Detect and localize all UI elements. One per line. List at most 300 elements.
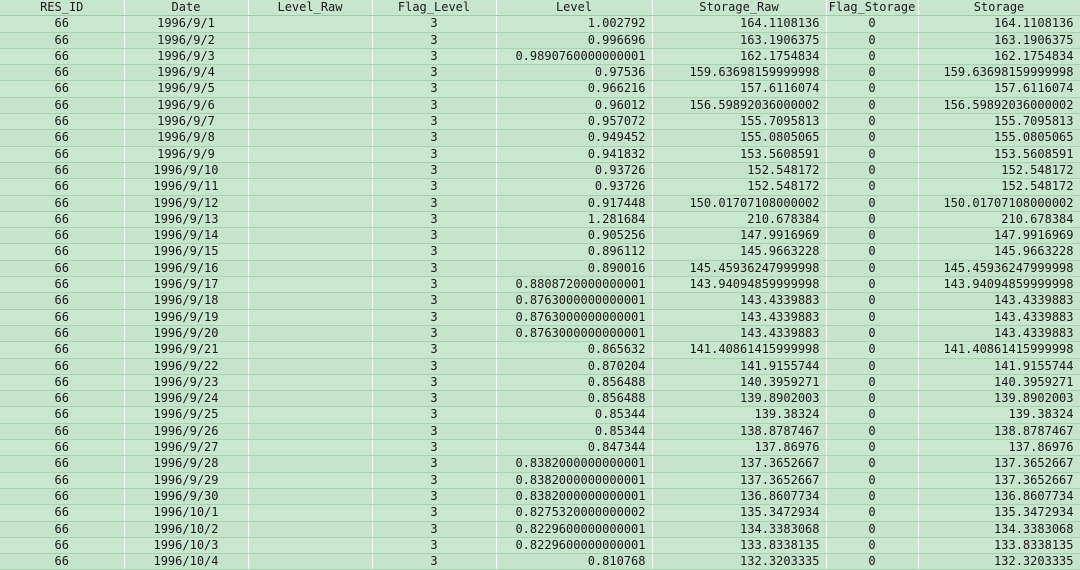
cell-date[interactable]: 1996/9/4 [124,65,248,81]
cell-level-raw[interactable] [248,358,372,374]
column-header-storage-raw[interactable]: Storage_Raw [652,0,826,16]
cell-storage[interactable]: 153.5608591 [918,146,1080,162]
cell-level[interactable]: 0.957072 [496,114,652,130]
cell-flag-storage[interactable]: 0 [826,374,918,390]
cell-storage[interactable]: 143.4339883 [918,293,1080,309]
column-header-level[interactable]: Level [496,0,652,16]
cell-date[interactable]: 1996/9/15 [124,244,248,260]
cell-storage-raw[interactable]: 135.3472934 [652,505,826,521]
column-header-storage[interactable]: Storage [918,0,1080,16]
cell-level-raw[interactable] [248,407,372,423]
cell-storage[interactable]: 135.3472934 [918,505,1080,521]
cell-date[interactable]: 1996/9/21 [124,342,248,358]
cell-storage-raw[interactable]: 163.1906375 [652,32,826,48]
table-row [0,325,1080,341]
cell-date[interactable]: 1996/9/25 [124,407,248,423]
cell-res-id[interactable]: 66 [0,456,124,472]
cell-storage-raw[interactable]: 210.678384 [652,211,826,227]
cell-date[interactable]: 1996/9/12 [124,195,248,211]
cell-storage-raw[interactable]: 156.59892036000002 [652,97,826,113]
cell-level[interactable]: 0.847344 [496,440,652,456]
cell-date[interactable]: 1996/9/6 [124,97,248,113]
cell-flag-level[interactable]: 3 [372,374,496,390]
cell-storage-raw[interactable]: 155.7095813 [652,114,826,130]
column-header-res-id[interactable]: RES_ID [0,0,124,16]
cell-level-raw[interactable] [248,423,372,439]
cell-storage-raw[interactable]: 143.4339883 [652,309,826,325]
cell-level-raw[interactable] [248,97,372,113]
cell-storage[interactable]: 147.9916969 [918,228,1080,244]
cell-level-raw[interactable] [248,162,372,178]
cell-storage-raw[interactable]: 143.4339883 [652,293,826,309]
table-body [0,16,1080,570]
cell-flag-level[interactable]: 3 [372,505,496,521]
cell-level[interactable]: 0.8382000000000001 [496,456,652,472]
cell-level-raw[interactable] [248,456,372,472]
cell-flag-storage[interactable]: 0 [826,81,918,97]
cell-flag-level[interactable]: 3 [372,325,496,341]
cell-flag-level[interactable]: 3 [372,16,496,32]
cell-date[interactable]: 1996/9/3 [124,48,248,64]
cell-flag-storage[interactable]: 0 [826,32,918,48]
cell-level[interactable]: 0.890016 [496,260,652,276]
cell-level[interactable]: 0.8229600000000001 [496,537,652,553]
cell-res-id[interactable]: 66 [0,211,124,227]
cell-storage[interactable]: 152.548172 [918,162,1080,178]
cell-storage-raw[interactable]: 143.94094859999998 [652,277,826,293]
cell-res-id[interactable]: 66 [0,114,124,130]
cell-flag-storage[interactable]: 0 [826,179,918,195]
cell-level[interactable]: 0.870204 [496,358,652,374]
cell-flag-storage[interactable]: 0 [826,342,918,358]
cell-level[interactable]: 0.966216 [496,81,652,97]
cell-storage-raw[interactable]: 157.6116074 [652,81,826,97]
cell-level-raw[interactable] [248,488,372,504]
cell-flag-storage[interactable]: 0 [826,537,918,553]
cell-level-raw[interactable] [248,114,372,130]
table-row [0,65,1080,81]
cell-res-id[interactable]: 66 [0,97,124,113]
cell-res-id[interactable]: 66 [0,440,124,456]
cell-level[interactable]: 0.93726 [496,162,652,178]
cell-storage-raw[interactable]: 141.40861415999998 [652,342,826,358]
cell-flag-storage[interactable]: 0 [826,358,918,374]
cell-res-id[interactable]: 66 [0,195,124,211]
cell-flag-level[interactable]: 3 [372,130,496,146]
cell-flag-storage[interactable]: 0 [826,162,918,178]
cell-storage[interactable]: 210.678384 [918,211,1080,227]
cell-storage[interactable]: 150.01707108000002 [918,195,1080,211]
cell-storage-raw[interactable]: 136.8607734 [652,488,826,504]
cell-storage[interactable]: 145.45936247999998 [918,260,1080,276]
cell-flag-level[interactable]: 3 [372,179,496,195]
cell-level[interactable]: 1.002792 [496,16,652,32]
column-header-flag-storage[interactable]: Flag_Storage [826,0,918,16]
cell-flag-storage[interactable]: 0 [826,244,918,260]
cell-level[interactable]: 0.96012 [496,97,652,113]
cell-flag-storage[interactable]: 0 [826,277,918,293]
cell-flag-storage[interactable]: 0 [826,423,918,439]
cell-storage-raw[interactable]: 137.3652667 [652,472,826,488]
cell-date[interactable]: 1996/9/18 [124,293,248,309]
cell-storage-raw[interactable]: 164.1108136 [652,16,826,32]
table-row [0,521,1080,537]
cell-level[interactable]: 0.9890760000000001 [496,48,652,64]
cell-level-raw[interactable] [248,32,372,48]
cell-res-id[interactable]: 66 [0,81,124,97]
cell-level-raw[interactable] [248,277,372,293]
cell-date[interactable]: 1996/9/23 [124,374,248,390]
cell-flag-level[interactable]: 3 [372,32,496,48]
cell-flag-storage[interactable]: 0 [826,65,918,81]
cell-res-id[interactable]: 66 [0,537,124,553]
cell-date[interactable]: 1996/9/30 [124,488,248,504]
cell-level[interactable]: 0.996696 [496,32,652,48]
cell-storage-raw[interactable]: 152.548172 [652,179,826,195]
cell-level-raw[interactable] [248,179,372,195]
cell-storage-raw[interactable]: 143.4339883 [652,325,826,341]
cell-storage-raw[interactable]: 137.3652667 [652,456,826,472]
cell-level[interactable]: 0.8382000000000001 [496,488,652,504]
cell-level[interactable]: 0.85344 [496,407,652,423]
table-row [0,81,1080,97]
cell-res-id[interactable]: 66 [0,260,124,276]
cell-flag-level[interactable]: 3 [372,342,496,358]
cell-level-raw[interactable] [248,391,372,407]
cell-storage[interactable]: 139.38324 [918,407,1080,423]
cell-level-raw[interactable] [248,130,372,146]
cell-level-raw[interactable] [248,472,372,488]
cell-flag-level[interactable]: 3 [372,114,496,130]
cell-flag-level[interactable]: 3 [372,195,496,211]
cell-storage-raw[interactable]: 139.38324 [652,407,826,423]
cell-level-raw[interactable] [248,228,372,244]
cell-date[interactable]: 1996/10/4 [124,554,248,570]
cell-date[interactable]: 1996/9/27 [124,440,248,456]
cell-storage[interactable]: 132.3203335 [918,554,1080,570]
cell-res-id[interactable]: 66 [0,130,124,146]
cell-res-id[interactable]: 66 [0,505,124,521]
cell-res-id[interactable]: 66 [0,244,124,260]
cell-storage-raw[interactable]: 145.45936247999998 [652,260,826,276]
cell-res-id[interactable]: 66 [0,521,124,537]
cell-storage-raw[interactable]: 137.86976 [652,440,826,456]
cell-res-id[interactable]: 66 [0,146,124,162]
cell-date[interactable]: 1996/10/3 [124,537,248,553]
header-row [0,0,1080,16]
cell-level-raw[interactable] [248,374,372,390]
cell-flag-level[interactable]: 3 [372,456,496,472]
cell-date[interactable]: 1996/9/19 [124,309,248,325]
cell-date[interactable]: 1996/9/2 [124,32,248,48]
cell-date[interactable]: 1996/9/10 [124,162,248,178]
cell-storage[interactable]: 143.94094859999998 [918,277,1080,293]
cell-flag-level[interactable]: 3 [372,228,496,244]
cell-level-raw[interactable] [248,342,372,358]
cell-date[interactable]: 1996/9/22 [124,358,248,374]
cell-flag-storage[interactable]: 0 [826,391,918,407]
cell-flag-level[interactable]: 3 [372,81,496,97]
table-row [0,537,1080,553]
cell-storage[interactable]: 162.1754834 [918,48,1080,64]
cell-storage[interactable]: 156.59892036000002 [918,97,1080,113]
cell-storage[interactable]: 137.3652667 [918,456,1080,472]
cell-flag-storage[interactable]: 0 [826,211,918,227]
cell-level[interactable]: 0.949452 [496,130,652,146]
cell-flag-storage[interactable]: 0 [826,325,918,341]
cell-flag-level[interactable]: 3 [372,537,496,553]
table-row [0,114,1080,130]
cell-storage[interactable]: 155.0805065 [918,130,1080,146]
table-row [0,505,1080,521]
cell-flag-storage[interactable]: 0 [826,440,918,456]
cell-storage[interactable]: 133.8338135 [918,537,1080,553]
table-row [0,146,1080,162]
cell-res-id[interactable]: 66 [0,277,124,293]
cell-res-id[interactable]: 66 [0,488,124,504]
cell-level-raw[interactable] [248,65,372,81]
cell-storage[interactable]: 137.86976 [918,440,1080,456]
cell-date[interactable]: 1996/9/28 [124,456,248,472]
cell-storage-raw[interactable]: 139.8902003 [652,391,826,407]
cell-storage[interactable]: 152.548172 [918,179,1080,195]
cell-level[interactable]: 0.93726 [496,179,652,195]
cell-flag-storage[interactable]: 0 [826,228,918,244]
cell-res-id[interactable]: 66 [0,179,124,195]
cell-storage[interactable]: 141.9155744 [918,358,1080,374]
cell-storage-raw[interactable]: 132.3203335 [652,554,826,570]
cell-storage-raw[interactable]: 155.0805065 [652,130,826,146]
cell-level-raw[interactable] [248,537,372,553]
cell-level-raw[interactable] [248,146,372,162]
cell-storage[interactable]: 163.1906375 [918,32,1080,48]
cell-level[interactable]: 1.281684 [496,211,652,227]
cell-level-raw[interactable] [248,211,372,227]
cell-date[interactable]: 1996/9/9 [124,146,248,162]
cell-level-raw[interactable] [248,440,372,456]
cell-flag-storage[interactable]: 0 [826,97,918,113]
cell-flag-level[interactable]: 3 [372,277,496,293]
cell-level[interactable]: 0.8382000000000001 [496,472,652,488]
cell-flag-level[interactable]: 3 [372,554,496,570]
cell-res-id[interactable]: 66 [0,342,124,358]
table-row [0,179,1080,195]
cell-flag-level[interactable]: 3 [372,423,496,439]
cell-res-id[interactable]: 66 [0,162,124,178]
cell-level-raw[interactable] [248,554,372,570]
column-header-level-raw[interactable]: Level_Raw [248,0,372,16]
cell-level-raw[interactable] [248,309,372,325]
cell-flag-level[interactable]: 3 [372,309,496,325]
cell-flag-storage[interactable]: 0 [826,48,918,64]
cell-flag-storage[interactable]: 0 [826,195,918,211]
cell-storage-raw[interactable]: 150.01707108000002 [652,195,826,211]
cell-flag-storage[interactable]: 0 [826,472,918,488]
cell-res-id[interactable]: 66 [0,65,124,81]
cell-res-id[interactable]: 66 [0,228,124,244]
cell-level-raw[interactable] [248,521,372,537]
cell-flag-storage[interactable]: 0 [826,309,918,325]
cell-flag-storage[interactable]: 0 [826,521,918,537]
cell-storage[interactable]: 136.8607734 [918,488,1080,504]
cell-res-id[interactable]: 66 [0,293,124,309]
cell-level[interactable]: 0.856488 [496,374,652,390]
cell-date[interactable]: 1996/9/14 [124,228,248,244]
cell-date[interactable]: 1996/9/1 [124,16,248,32]
cell-storage[interactable]: 138.8787467 [918,423,1080,439]
cell-level[interactable]: 0.896112 [496,244,652,260]
cell-flag-level[interactable]: 3 [372,146,496,162]
table-row [0,293,1080,309]
cell-res-id[interactable]: 66 [0,423,124,439]
cell-level[interactable]: 0.941832 [496,146,652,162]
cell-flag-level[interactable]: 3 [372,260,496,276]
cell-flag-level[interactable]: 3 [372,488,496,504]
table-row [0,554,1080,570]
cell-storage-raw[interactable]: 134.3383068 [652,521,826,537]
cell-flag-storage[interactable]: 0 [826,554,918,570]
column-header-flag-level[interactable]: Flag_Level [372,0,496,16]
cell-storage[interactable]: 143.4339883 [918,309,1080,325]
cell-level[interactable]: 0.97536 [496,65,652,81]
cell-storage-raw[interactable]: 140.3959271 [652,374,826,390]
cell-flag-level[interactable]: 3 [372,407,496,423]
cell-flag-level[interactable]: 3 [372,48,496,64]
cell-res-id[interactable]: 66 [0,325,124,341]
cell-flag-storage[interactable]: 0 [826,505,918,521]
cell-date[interactable]: 1996/9/5 [124,81,248,97]
cell-flag-level[interactable]: 3 [372,472,496,488]
cell-date[interactable]: 1996/9/16 [124,260,248,276]
cell-level[interactable]: 0.85344 [496,423,652,439]
cell-level[interactable]: 0.917448 [496,195,652,211]
cell-level-raw[interactable] [248,244,372,260]
table-row [0,391,1080,407]
cell-date[interactable]: 1996/10/2 [124,521,248,537]
cell-flag-storage[interactable]: 0 [826,488,918,504]
cell-flag-level[interactable]: 3 [372,391,496,407]
cell-storage-raw[interactable]: 152.548172 [652,162,826,178]
cell-flag-storage[interactable]: 0 [826,456,918,472]
cell-storage[interactable]: 157.6116074 [918,81,1080,97]
cell-level-raw[interactable] [248,293,372,309]
cell-flag-level[interactable]: 3 [372,293,496,309]
cell-storage-raw[interactable]: 145.9663228 [652,244,826,260]
cell-flag-storage[interactable]: 0 [826,260,918,276]
cell-flag-level[interactable]: 3 [372,162,496,178]
cell-storage-raw[interactable]: 147.9916969 [652,228,826,244]
cell-date[interactable]: 1996/9/17 [124,277,248,293]
cell-storage[interactable]: 145.9663228 [918,244,1080,260]
cell-level[interactable]: 0.8229600000000001 [496,521,652,537]
cell-date[interactable]: 1996/9/24 [124,391,248,407]
cell-res-id[interactable]: 66 [0,309,124,325]
cell-flag-storage[interactable]: 0 [826,114,918,130]
cell-res-id[interactable]: 66 [0,358,124,374]
cell-res-id[interactable]: 66 [0,374,124,390]
cell-level-raw[interactable] [248,195,372,211]
cell-date[interactable]: 1996/9/29 [124,472,248,488]
cell-date[interactable]: 1996/9/11 [124,179,248,195]
cell-flag-level[interactable]: 3 [372,65,496,81]
table-row [0,16,1080,32]
cell-flag-storage[interactable]: 0 [826,293,918,309]
cell-storage[interactable]: 159.63698159999998 [918,65,1080,81]
cell-flag-level[interactable]: 3 [372,521,496,537]
cell-level[interactable]: 0.865632 [496,342,652,358]
cell-storage[interactable]: 141.40861415999998 [918,342,1080,358]
cell-level[interactable]: 0.8763000000000001 [496,309,652,325]
cell-res-id[interactable]: 66 [0,472,124,488]
cell-level-raw[interactable] [248,325,372,341]
cell-res-id[interactable]: 66 [0,407,124,423]
cell-level[interactable]: 0.905256 [496,228,652,244]
cell-res-id[interactable]: 66 [0,16,124,32]
cell-flag-storage[interactable]: 0 [826,130,918,146]
table-row [0,130,1080,146]
cell-storage[interactable]: 140.3959271 [918,374,1080,390]
cell-res-id[interactable]: 66 [0,48,124,64]
cell-res-id[interactable]: 66 [0,32,124,48]
table-row [0,162,1080,178]
cell-level[interactable]: 0.8275320000000002 [496,505,652,521]
cell-storage-raw[interactable]: 162.1754834 [652,48,826,64]
cell-level-raw[interactable] [248,260,372,276]
cell-level[interactable]: 0.856488 [496,391,652,407]
cell-date[interactable]: 1996/9/8 [124,130,248,146]
cell-flag-level[interactable]: 3 [372,97,496,113]
cell-level-raw[interactable] [248,16,372,32]
cell-storage[interactable]: 143.4339883 [918,325,1080,341]
cell-storage-raw[interactable]: 141.9155744 [652,358,826,374]
cell-storage[interactable]: 155.7095813 [918,114,1080,130]
cell-storage[interactable]: 137.3652667 [918,472,1080,488]
cell-level[interactable]: 0.8763000000000001 [496,293,652,309]
cell-storage-raw[interactable]: 138.8787467 [652,423,826,439]
cell-storage-raw[interactable]: 153.5608591 [652,146,826,162]
cell-storage-raw[interactable]: 133.8338135 [652,537,826,553]
cell-level[interactable]: 0.810768 [496,554,652,570]
table-row [0,342,1080,358]
cell-storage[interactable]: 139.8902003 [918,391,1080,407]
cell-flag-storage[interactable]: 0 [826,16,918,32]
cell-flag-storage[interactable]: 0 [826,146,918,162]
table-row [0,277,1080,293]
cell-level[interactable]: 0.8808720000000001 [496,277,652,293]
cell-date[interactable]: 1996/10/1 [124,505,248,521]
cell-date[interactable]: 1996/9/26 [124,423,248,439]
cell-flag-level[interactable]: 3 [372,244,496,260]
column-header-date[interactable]: Date [124,0,248,16]
cell-date[interactable]: 1996/9/13 [124,211,248,227]
cell-level-raw[interactable] [248,48,372,64]
cell-storage[interactable]: 164.1108136 [918,16,1080,32]
cell-storage[interactable]: 134.3383068 [918,521,1080,537]
cell-storage-raw[interactable]: 159.63698159999998 [652,65,826,81]
cell-level-raw[interactable] [248,505,372,521]
cell-date[interactable]: 1996/9/7 [124,114,248,130]
table-row [0,244,1080,260]
cell-date[interactable]: 1996/9/20 [124,325,248,341]
cell-res-id[interactable]: 66 [0,554,124,570]
cell-level[interactable]: 0.8763000000000001 [496,325,652,341]
cell-flag-level[interactable]: 3 [372,211,496,227]
cell-flag-storage[interactable]: 0 [826,407,918,423]
cell-flag-level[interactable]: 3 [372,358,496,374]
cell-res-id[interactable]: 66 [0,391,124,407]
cell-level-raw[interactable] [248,81,372,97]
cell-flag-level[interactable]: 3 [372,440,496,456]
